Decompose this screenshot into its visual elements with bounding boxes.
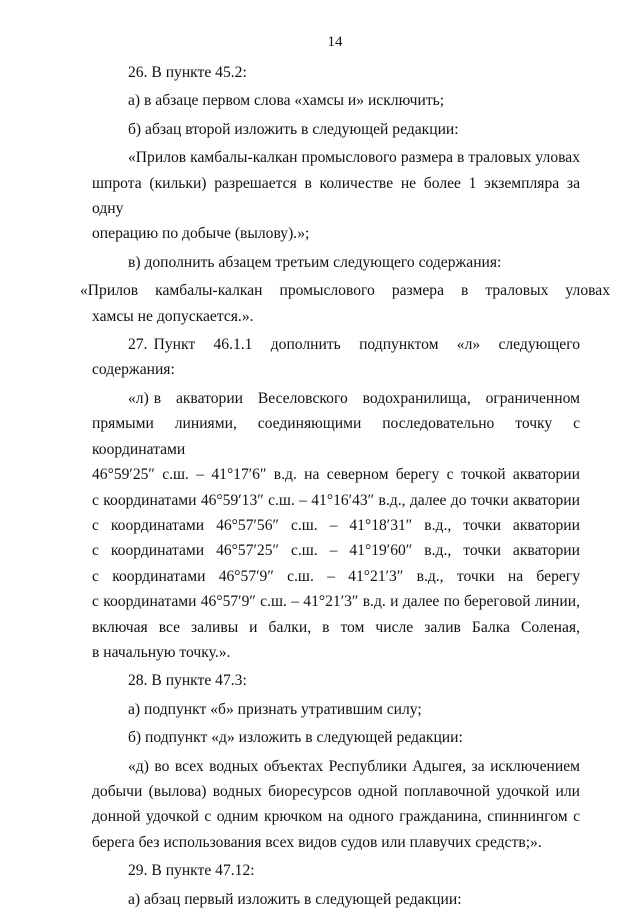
paragraph-quote-adygea <box>92 754 580 856</box>
document-body <box>80 60 610 912</box>
paragraph-item-26: 26. В пункте 45.2: <box>128 64 247 81</box>
text-line: добычи (вылова) водных биоресурсов одной поплавочной удочкой или <box>92 782 580 800</box>
text-line: «л) в акватории Веселовского водохранилища, ограниченном <box>128 389 580 407</box>
text-line: включая все заливы и балки, в том числе залив Балка Соленая, <box>92 618 580 636</box>
paragraph-item-27 <box>92 332 580 383</box>
paragraph-item-29: 29. В пункте 47.12: <box>128 862 255 880</box>
paragraph-subitem-b: б) абзац второй изложить в следующей редакции: <box>128 120 459 138</box>
text-line: с координатами 46°57′9″ с.ш. – 41°21′3″ в.д., точки на берегу <box>92 567 580 585</box>
text-line: «Прилов камбалы-калкан промыслового размера в траловых уловах <box>80 282 610 300</box>
text-line: в начальную точку.». <box>92 643 231 661</box>
paragraph-quote-bycatch-sprat <box>92 145 580 247</box>
text-line: с координатами 46°57′9″ с.ш. – 41°21′3″ в.д. и далее по береговой линии, <box>92 593 580 611</box>
page-number: 14 <box>327 34 343 50</box>
text-line: шпрота (кильки) разрешается в количестве не более 1 экземпляра за одну <box>92 174 580 218</box>
text-line: прямыми линиями, соединяющими последовательно точку с координатами <box>92 415 580 458</box>
text-line: с координатами 46°57′56″ с.ш. – 41°18′31″ в.д., точки акватории <box>92 516 580 534</box>
text-line: 27. Пункт 46.1.1 дополнить подпунктом «л» следующего <box>128 336 580 354</box>
paragraph-subitem-b: б) подпункт «д» изложить в следующей редакции: <box>128 729 463 747</box>
text-line: 46°59′25″ с.ш. – 41°17′6″ в.д. на северном берегу с точкой акватории <box>92 466 580 484</box>
text-line: «д) во всех водных объектах Республики Адыгея, за исключением <box>128 757 580 775</box>
text-line: «Прилов камбалы-калкан промыслового размера в траловых уловах <box>128 149 580 167</box>
text-line: операцию по добыче (вылову).»; <box>92 225 310 243</box>
paragraph-item-28: 28. В пункте 47.3: <box>128 672 247 690</box>
text-line: хамсы не допускается.». <box>92 307 254 325</box>
paragraph-subitem-a: а) абзац первый изложить в следующей редакции: <box>128 890 462 908</box>
paragraph-quote-veselovsky-reservoir <box>92 386 580 665</box>
text-line: с координатами 46°57′25″ с.ш. – 41°19′60″ в.д., точки акватории <box>92 542 580 560</box>
paragraph-subitem-a: а) в абзаце первом слова «хамсы и» исключить; <box>128 92 445 110</box>
text-line: с координатами 46°59′13″ с.ш. – 41°16′43″ в.д., далее до точки акватории <box>92 491 580 509</box>
text-line: берега без использования всех видов судов или плавучих средств;». <box>92 833 542 851</box>
paragraph-subitem-v: в) дополнить абзацем третьим следующего содержания: <box>128 253 502 271</box>
text-line: содержания: <box>92 361 175 379</box>
paragraph-quote-bycatch-anchovy <box>80 278 610 329</box>
paragraph-subitem-a: а) подпункт «б» признать утратившим силу; <box>128 700 422 718</box>
text-line: донной удочкой с одним крючком на одного гражданина, спиннингом с <box>92 808 580 826</box>
